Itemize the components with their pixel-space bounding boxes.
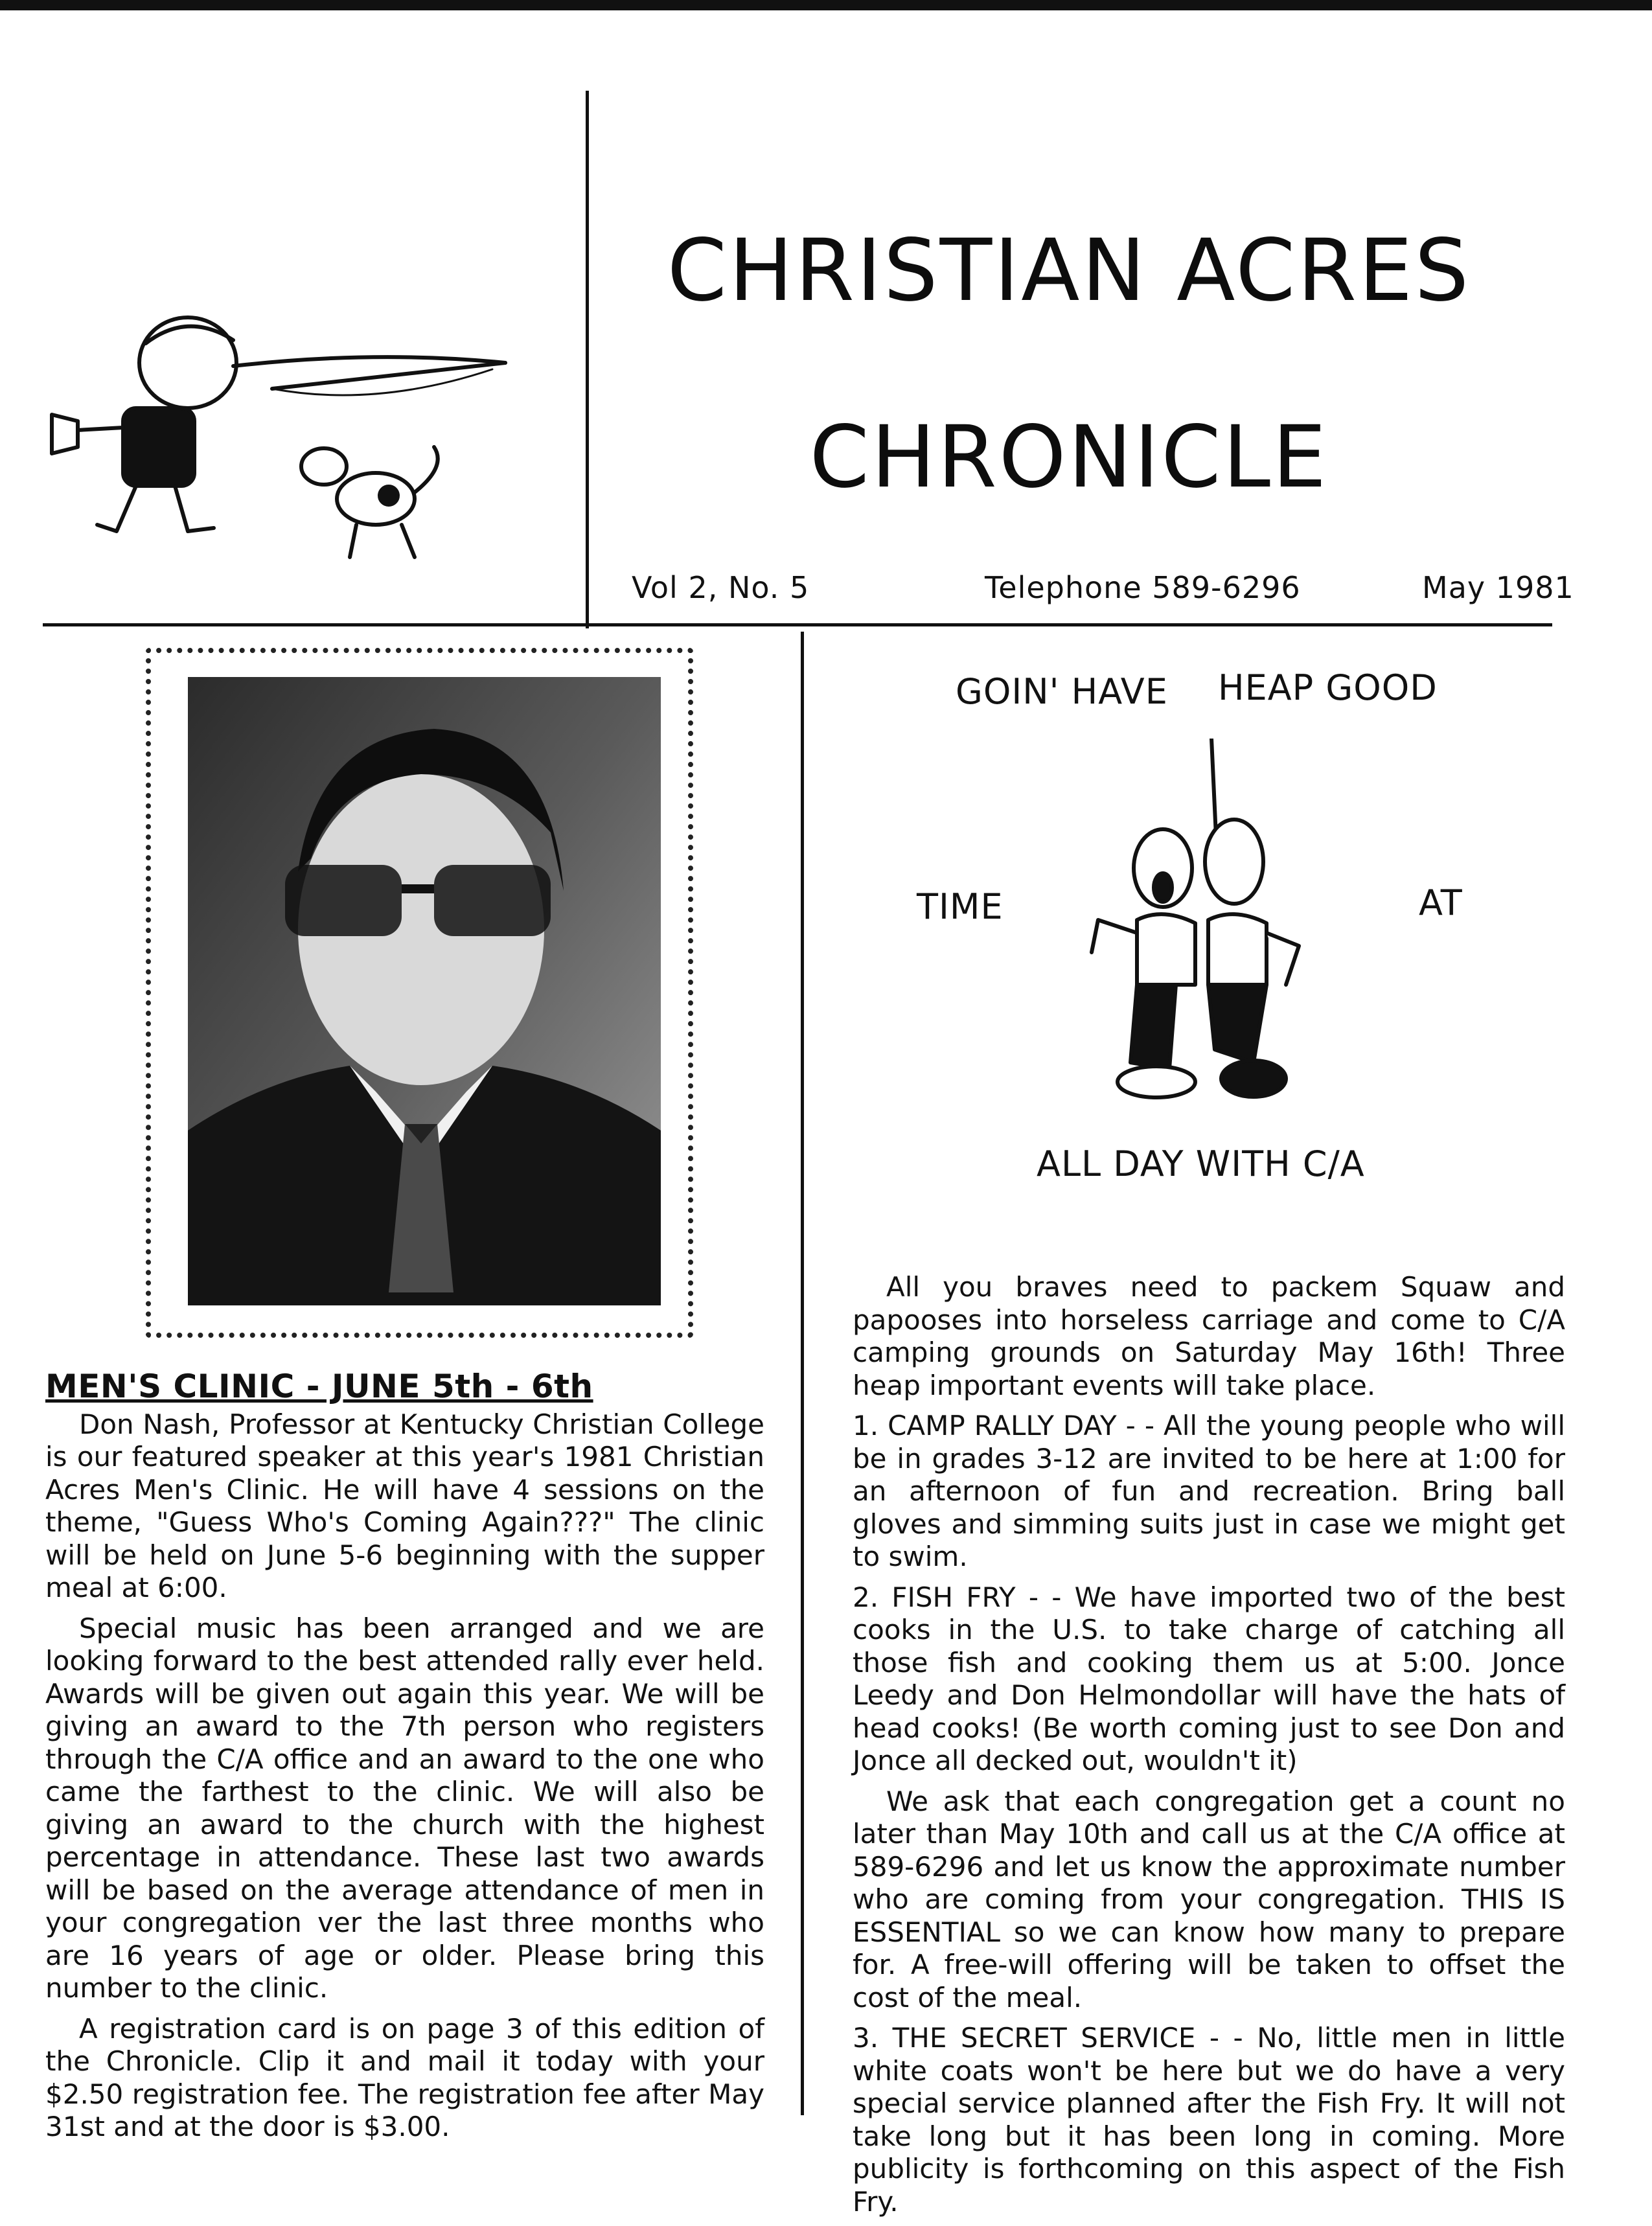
banner-top-left: GOIN' HAVE	[956, 671, 1168, 712]
masthead-title-line1: CHRISTIAN ACRES	[667, 221, 1471, 321]
column-divider	[801, 632, 804, 2115]
issue-date: May 1981	[1422, 570, 1574, 605]
banner-top-right: HEAP GOOD	[1218, 667, 1438, 708]
article-intro: All you braves need to packem Squaw and papooses into horseless carriage and come to C/A camping grounds on Saturday May 16th! Three heap important events will take place.	[853, 1271, 1565, 1401]
article-heading: MEN'S CLINIC - JUNE 5th - 6th	[45, 1368, 593, 1405]
banner-mid-left: TIME	[917, 886, 1004, 927]
masthead-rule	[43, 623, 1552, 626]
banner-mid-right: AT	[1419, 882, 1463, 923]
mens-clinic-article	[45, 1370, 764, 2151]
masthead-divider	[586, 91, 589, 628]
campout-article	[853, 1271, 1565, 2226]
boy-with-kite-and-dog-illustration	[39, 304, 531, 570]
masthead-title-line2: CHRONICLE	[809, 407, 1329, 507]
portrait-photo	[188, 677, 661, 1305]
two-dancing-figures-illustration	[1072, 739, 1331, 1114]
article-paragraph: We ask that each congregation get a count no later than May 10th and call us at the C/A office at 589-6296 and let us know the approximate number who are coming from your congregation. THIS IS ESSENTIAL so we can know how many to prepare for. A free-will offering will be taken to offset the cost of the meal.	[853, 1785, 1565, 2014]
event-item: 3. THE SECRET SERVICE - - No, little men in little white coats won't be here but we do have a very special service planned after the Fish Fry. It will not take long but it has been long in coming. More publicity is forthcoming on this aspect of the Fish Fry.	[853, 2022, 1565, 2218]
article-paragraph: A registration card is on page 3 of this edition of the Chronicle. Clip it and mail it today with your $2.50 registration fee. The registration fee after May 31st and at the door is $3.00.	[45, 2012, 764, 2142]
article-paragraph: Don Nash, Professor at Kentucky Christian College is our featured speaker at this year's 1981 Christian Acres Men's Clinic. He will have 4 sessions on the theme, "Guess Who's Coming Again???" The clinic will be held on June 5-6 beginning with the supper meal at 6:00.	[45, 1408, 764, 1603]
telephone: Telephone 589-6296	[985, 570, 1301, 605]
volume-number: Vol 2, No. 5	[632, 570, 810, 605]
article-paragraph: Special music has been arranged and we are looking forward to the best attended rally ever held. Awards will be given out again this year. We will be giving an award to the 7th person who registers through the C/A office and an award to the one who came the farthest to the clinic. We will also be giving an award to the church with the highest percentage in attendance. These last two awards will be based on the average attendance of men in your congregation ver the last three months who are 16 years of age or older. Please bring this number to the clinic.	[45, 1612, 764, 2004]
event-item: 1. CAMP RALLY DAY - - All the young people who will be in grades 3-12 are invited to be here at 1:00 for an afternoon of fun and recreation. Bring ball gloves and simming suits just in case we might get to swim.	[853, 1410, 1565, 1572]
event-item: 2. FISH FRY - - We have imported two of the best cooks in the U.S. to take charge of catching all those fish and cooking them us at 5:00. Jonce Leedy and Don Helmondollar will have the hats of head cooks! (Be worth coming just to see Don and Jonce all decked out, wouldn't it)	[853, 1581, 1565, 1776]
banner-bottom: ALL DAY WITH C/A	[1037, 1143, 1365, 1184]
top-border	[0, 0, 1652, 10]
